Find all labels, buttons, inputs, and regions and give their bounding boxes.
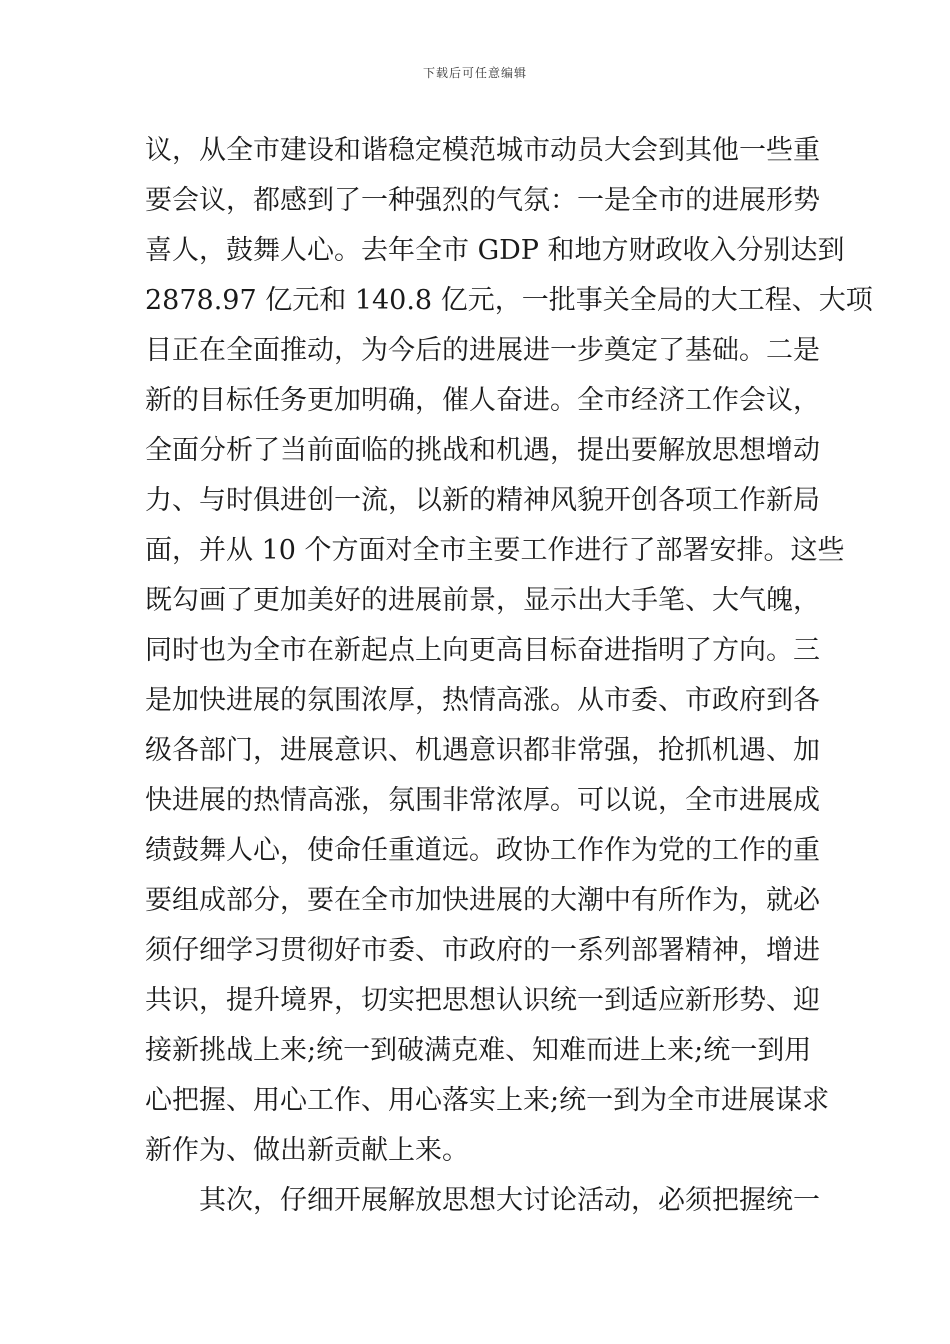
text-line: 要组成部分，要在全市加快进展的大潮中有所作为，就必 bbox=[145, 885, 820, 916]
text-line: 议，从全市建设和谐稳定模范城市动员大会到其他一些重 bbox=[145, 135, 820, 166]
text-line: 既勾画了更加美好的进展前景，显示出大手笔、大气魄， bbox=[145, 585, 820, 616]
body-text bbox=[145, 126, 873, 1226]
paragraph-start-line: 其次，仔细开展解放思想大讨论活动，必须把握统一 bbox=[199, 1185, 820, 1216]
text-line: 同时也为全市在新起点上向更高目标奋进指明了方向。三 bbox=[145, 635, 820, 666]
text-line: 目正在全面推动，为今后的进展进一步奠定了基础。二是 bbox=[145, 335, 820, 366]
text-line: 级各部门，进展意识、机遇意识都非常强，抢抓机遇、加 bbox=[145, 735, 820, 766]
text-line: 接新挑战上来;统一到破满克难、知难而进上来;统一到用 bbox=[145, 1035, 812, 1066]
text-line: 是加快进展的氛围浓厚，热情高涨。从市委、市政府到各 bbox=[145, 685, 820, 716]
text-line: 新的目标任务更加明确，催人奋进。全市经济工作会议， bbox=[145, 385, 820, 416]
text-line: 面，并从 10 个方面对全市主要工作进行了部署安排。这些 bbox=[145, 535, 845, 566]
text-line: 2878.97 亿元和 140.8 亿元，一批事关全局的大工程、大项 bbox=[145, 285, 873, 316]
text-line: 须仔细学习贯彻好市委、市政府的一系列部署精神，增进 bbox=[145, 935, 820, 966]
text-line: 共识，提升境界，切实把思想认识统一到适应新形势、迎 bbox=[145, 985, 820, 1016]
text-line: 全面分析了当前面临的挑战和机遇，提出要解放思想增动 bbox=[145, 435, 820, 466]
text-line: 快进展的热情高涨，氛围非常浓厚。可以说，全市进展成 bbox=[145, 785, 820, 816]
text-line: 新作为、做出新贡献上来。 bbox=[145, 1135, 469, 1166]
text-line: 力、与时俱进创一流，以新的精神风貌开创各项工作新局 bbox=[145, 485, 820, 516]
text-line: 绩鼓舞人心，使命任重道远。政协工作作为党的工作的重 bbox=[145, 835, 820, 866]
page-header: 下载后可任意编辑 bbox=[422, 66, 527, 80]
text-line: 喜人，鼓舞人心。去年全市 GDP 和地方财政收入分别达到 bbox=[145, 235, 845, 266]
text-line: 要会议，都感到了一种强烈的气氛：一是全市的进展形势 bbox=[145, 185, 820, 216]
text-line: 心把握、用心工作、用心落实上来;统一到为全市进展谋求 bbox=[145, 1085, 830, 1116]
